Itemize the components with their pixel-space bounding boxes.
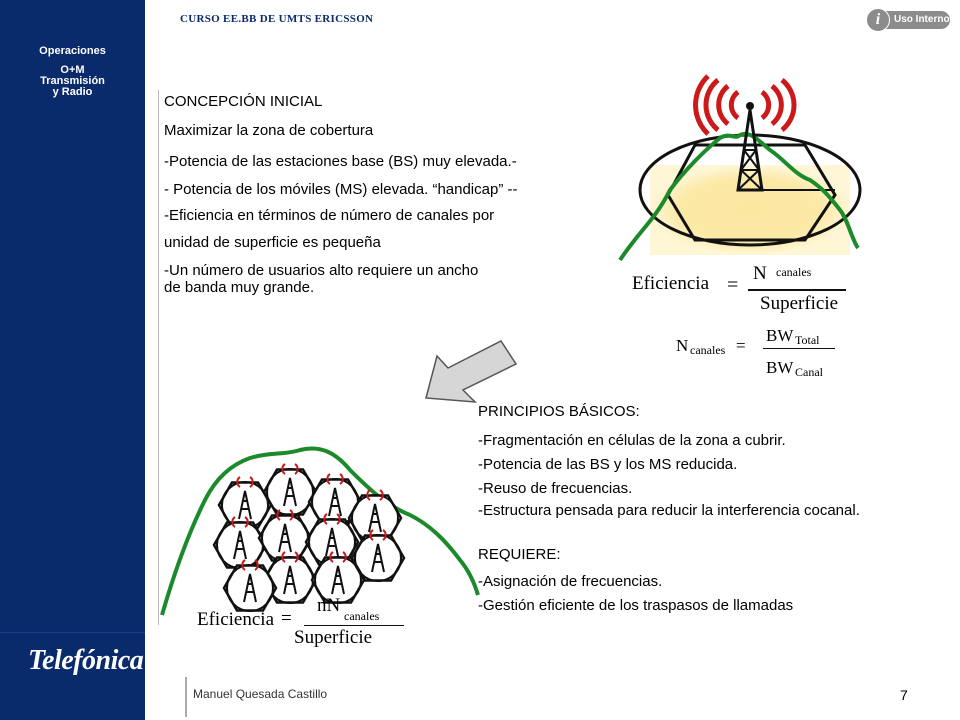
sidebar-line-4: y Radio	[52, 86, 93, 98]
section1-line: de banda muy grande.	[164, 279, 315, 296]
formula3-numerator: nN	[317, 595, 341, 616]
formula3-eq: =	[281, 608, 292, 629]
radio-waves-icon	[696, 76, 794, 134]
logo-wordmark: Telefónica	[28, 645, 144, 676]
formula1-denominator: Superficie	[760, 293, 839, 314]
formula3-label: Eficiencia	[197, 609, 275, 630]
formula2-numerator-sub: Total	[795, 333, 820, 347]
section2-req-line: -Asignación de frecuencias.	[478, 573, 663, 590]
formula2-denominator-sub: Canal	[795, 365, 823, 379]
formula1-fraction-bar	[748, 289, 846, 291]
footer-divider	[185, 677, 187, 717]
sidebar-line-1: Operaciones	[39, 45, 106, 57]
section1-line: Maximizar la zona de cobertura	[164, 122, 374, 139]
transition-arrow-icon	[423, 338, 523, 410]
telefonica-logo	[0, 632, 145, 695]
uso-interno-badge	[866, 8, 950, 32]
formula2-left-sub: canales	[690, 343, 726, 357]
section2-line: -Reuso de frecuencias.	[478, 480, 633, 497]
small-cell	[259, 510, 311, 561]
formula3-numerator-sub: canales	[344, 609, 380, 623]
formula2-fraction-bar	[763, 348, 835, 349]
cell-cluster	[214, 464, 404, 611]
section2-line: -Fragmentación en células de la zona a cubrir.	[478, 432, 786, 449]
formula3-denominator: Superficie	[294, 627, 373, 648]
small-cell	[219, 477, 271, 528]
section2-req-line: -Gestión eficiente de los traspasos de llamadas	[478, 597, 794, 614]
page-number: 7	[900, 687, 908, 703]
formula1-numerator: N	[753, 263, 767, 284]
section2-requires: REQUIERE:	[478, 546, 561, 563]
formula2-left: N	[676, 336, 689, 355]
single-cell-diagram	[610, 80, 870, 270]
sidebar-line-2: O+M	[60, 64, 85, 76]
formula1-eq: =	[727, 274, 739, 296]
formula1-label: Eficiencia	[632, 273, 710, 294]
section1-line: -Eficiencia en términos de número de canales por	[164, 207, 495, 224]
formula2-eq: =	[736, 336, 746, 355]
content-divider	[158, 90, 159, 625]
multi-cell-diagram	[160, 420, 480, 620]
formula2-numerator: BW	[766, 326, 794, 345]
badge-label: Uso Interno	[894, 14, 950, 25]
section2-line: -Potencia de las BS y los MS reducida.	[478, 456, 738, 473]
sidebar	[0, 0, 145, 720]
section2-title: PRINCIPIOS BÁSICOS:	[478, 403, 640, 420]
small-cell	[264, 464, 316, 515]
formula2-denominator: BW	[766, 358, 794, 377]
info-icon: i	[866, 8, 890, 32]
section1-line: -Potencia de las estaciones base (BS) muy elevada.-	[164, 153, 517, 170]
author-name: Manuel Quesada Castillo	[193, 687, 328, 701]
sidebar-line-3: Transmisión	[40, 75, 105, 87]
section2-paragraph: -Estructura pensada para reducir la interferencia cocanal.	[478, 502, 860, 519]
section1-line: unidad de superficie es pequeña	[164, 234, 381, 251]
section1-line: -Un número de usuarios alto requiere un ancho	[164, 262, 479, 279]
formula3-fraction-bar	[304, 625, 404, 626]
formula1-numerator-sub: canales	[776, 265, 812, 279]
section1-line: - Potencia de los móviles (MS) elevada. “handicap” --	[164, 181, 518, 198]
course-title: CURSO EE.BB DE UMTS ERICSSON	[180, 13, 374, 25]
section1-title: CONCEPCIÓN INICIAL	[164, 93, 323, 110]
